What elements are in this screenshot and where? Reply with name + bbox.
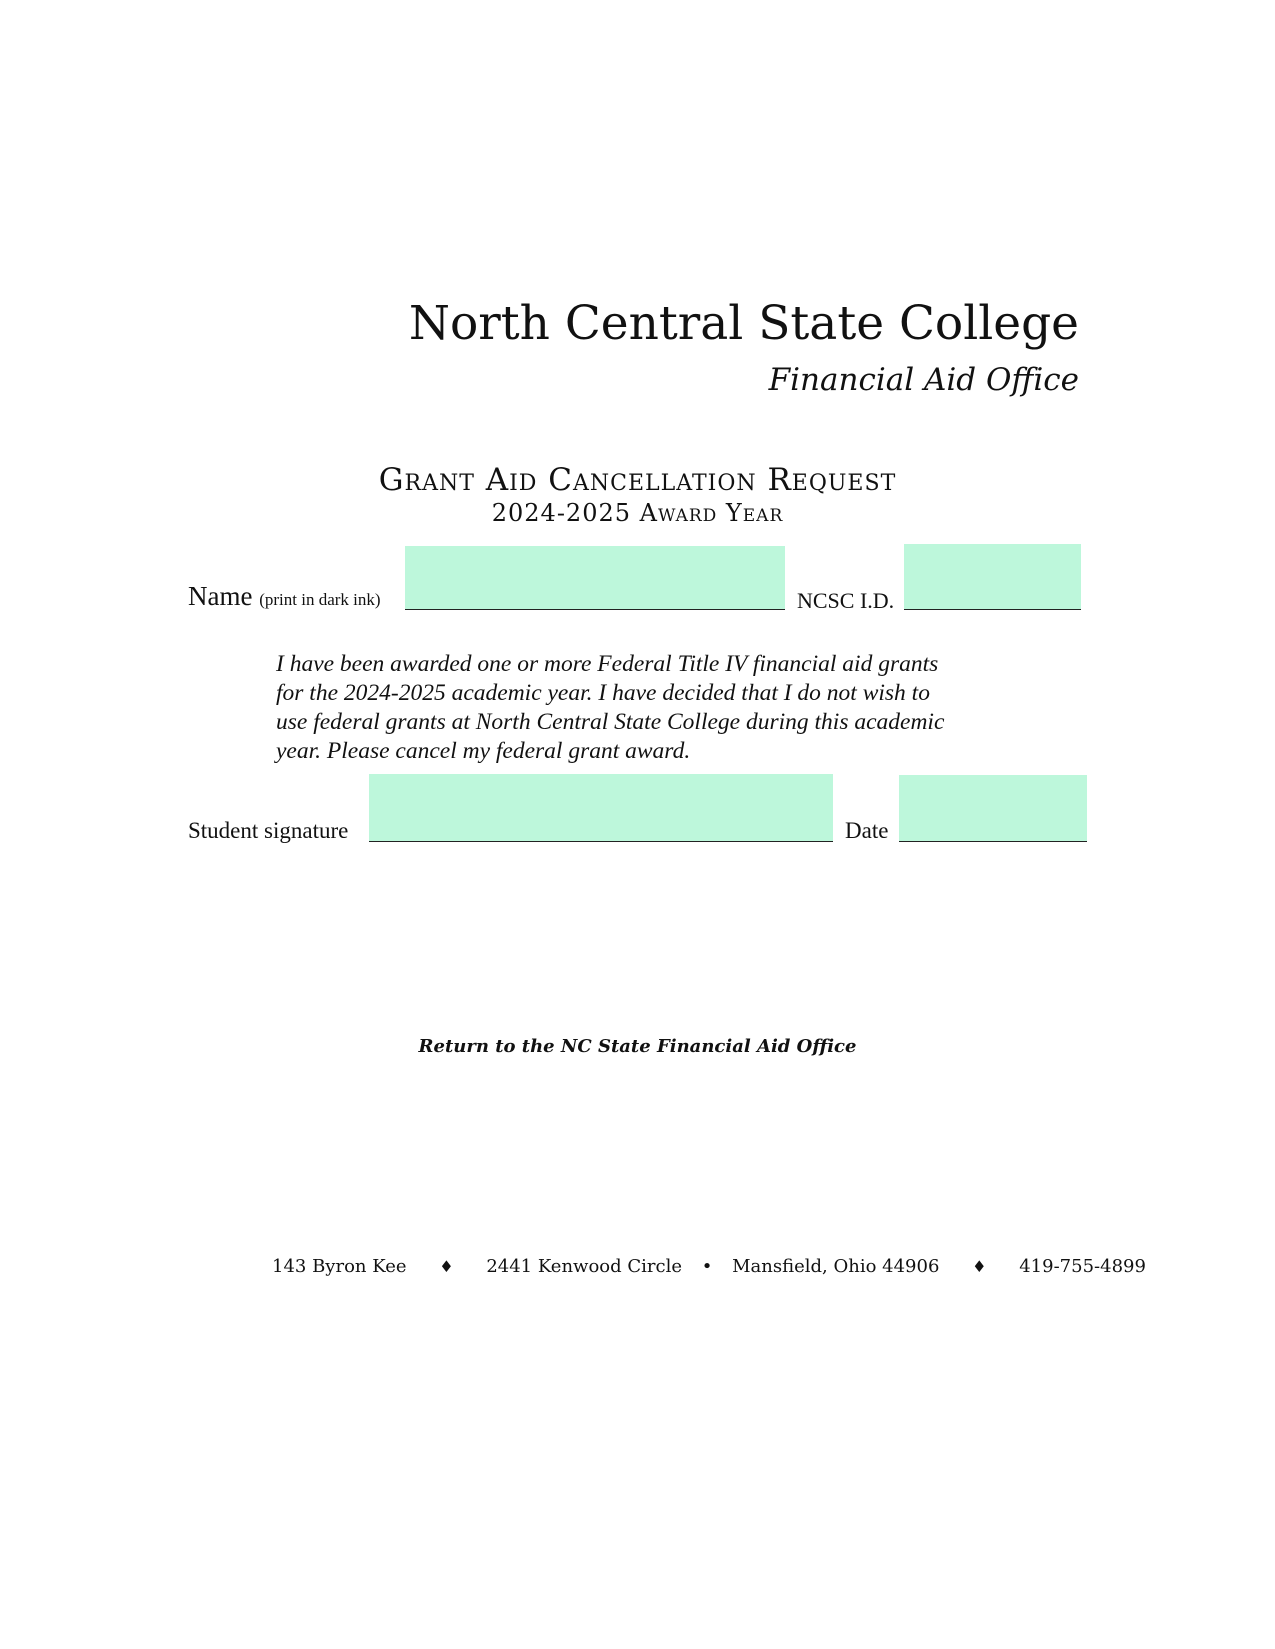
ncsc-id-label: NCSC I.D.: [797, 588, 895, 613]
ncsc-id-field[interactable]: [904, 544, 1081, 609]
diamond-icon: ♦: [439, 1257, 454, 1276]
footer-address: [272, 1255, 1146, 1279]
college-name: North Central State College: [408, 296, 1079, 351]
diamond-icon: ♦: [972, 1257, 987, 1276]
name-field[interactable]: [405, 546, 785, 609]
name-label-text: Name: [188, 581, 253, 611]
statement-line: use federal grants at North Central State College during this academic: [276, 709, 945, 735]
form-subtitle: 2024-2025 Award Year: [491, 499, 784, 527]
statement-line: year. Please cancel my federal grant award.: [276, 738, 691, 764]
footer-street: 2441 Kenwood Circle: [486, 1256, 683, 1277]
bullet-icon: •: [701, 1256, 713, 1277]
statement-line: I have been awarded one or more Federal Title IV financial aid grants: [276, 651, 939, 677]
return-note: Return to the NC State Financial Aid Office: [418, 1036, 857, 1057]
name-label: [188, 579, 381, 617]
signature-field-underline: [369, 841, 833, 842]
office-name: Financial Aid Office: [768, 362, 1079, 398]
signature-label: Student signature: [188, 818, 349, 843]
statement-line: for the 2024-2025 academic year. I have decided that I do not wish to: [276, 680, 930, 706]
signature-field[interactable]: [369, 774, 833, 841]
date-label: Date: [845, 818, 889, 843]
name-hint: (print in dark ink): [259, 590, 381, 609]
footer-city: Mansfield, Ohio 44906: [732, 1256, 940, 1277]
footer-phone: 419-755-4899: [1019, 1256, 1146, 1277]
cancellation-statement: [276, 650, 1016, 766]
name-field-underline: [405, 609, 785, 610]
date-field-underline: [899, 841, 1087, 842]
form-title: Grant Aid Cancellation Request: [378, 462, 897, 498]
ncsc-id-field-underline: [904, 609, 1081, 610]
date-field[interactable]: [899, 775, 1087, 841]
footer-room: 143 Byron Kee: [272, 1256, 407, 1277]
